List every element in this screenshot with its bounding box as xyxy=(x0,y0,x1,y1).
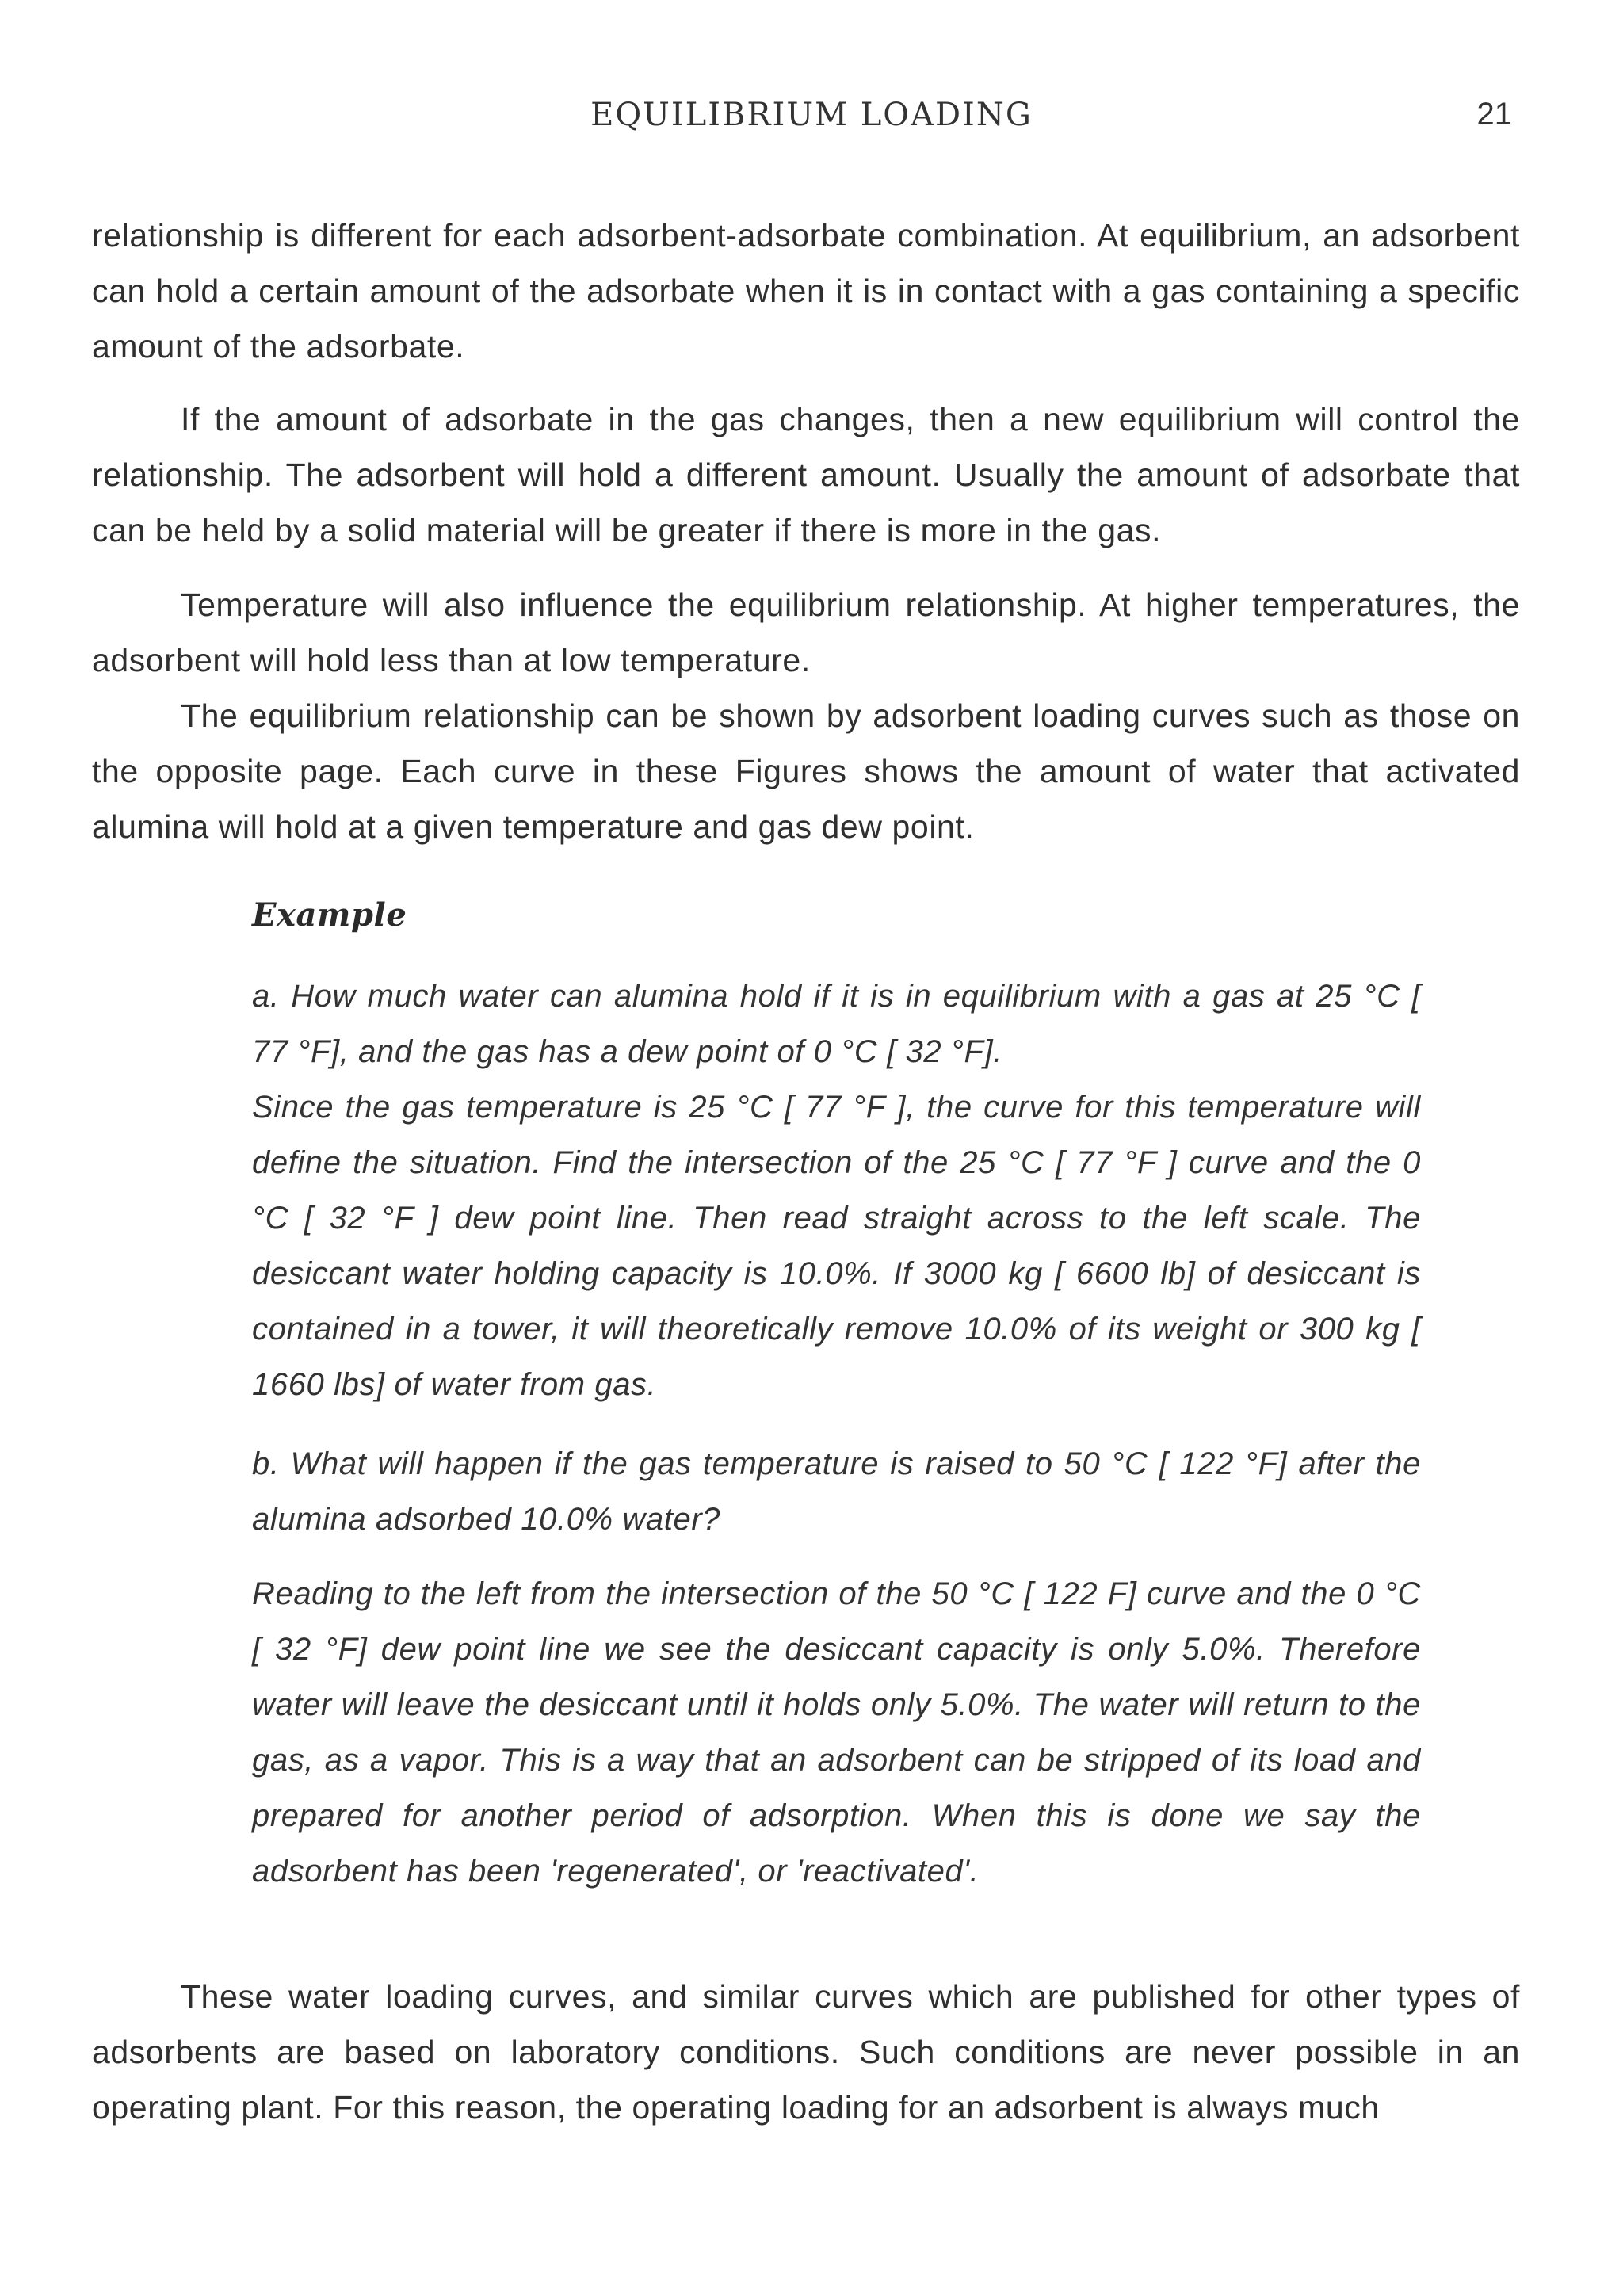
example-question-b: b. What will happen if the gas temperature is raised to 50 °C [ 122 °F] after the alumina adsorbed 10.0% water? xyxy=(252,1446,1421,1537)
running-title: EQUILIBRIUM LOADING xyxy=(590,97,1033,133)
example-heading: Example xyxy=(252,896,407,934)
paragraph-2: If the amount of adsorbate in the gas changes, then a new equilibrium will control the relationship. The adsorbent will hold a different amount. Usually the amount of adsorbate that can be held by a solid material will be greater if there is more in the gas. xyxy=(92,401,1520,548)
running-header xyxy=(0,97,1623,144)
example-answer-b: Reading to the left from the intersection of the 50 °C [ 122 F] curve and the 0 °C [ 32 °F] dew point line we see the desiccant capacity is only 5.0%. Therefore water will leave the desiccant until it holds only 5.0%. The water will return to the gas, as a vapor. This is a way that an adsorbent can be stripped of its load and prepared for another period of adsorption. When this is done we say the adsorbent has been 'regenerated', or 'reactivated'. xyxy=(252,1576,1421,1889)
example-answer-a: Since the gas temperature is 25 °C [ 77 °F ], the curve for this temperature will define the situation. Find the intersection of the 25 °C [ 77 °F ] curve and the 0 °C [ 32 °F ] dew point line. Then read straight across to the left scale. The desiccant water holding capacity is 10.0%. If 3000 kg [ 6600 lb] of desiccant is contained in a tower, it will theoretically remove 10.0% of its weight or 300 kg [ 1660 lbs] of water from gas. xyxy=(252,1090,1421,1402)
paragraph-3: Temperature will also influence the equilibrium relationship. At higher temperatures, the adsorbent will hold less than at low temperature. xyxy=(92,586,1520,678)
paragraph-1: relationship is different for each adsorbent-adsorbate combination. At equilibrium, an adsorbent can hold a certain amount of the adsorbate when it is in contact with a gas containing a specific amount of the adsorbate. xyxy=(92,217,1520,365)
example-heading-block xyxy=(252,888,1421,943)
paragraph-5: These water loading curves, and similar curves which are published for other types of adsorbents are based on laboratory conditions. Such conditions are never possible in an operating plant. For this reason, the operating loading for an adsorbent is always much xyxy=(92,1978,1520,2126)
page-number: 21 xyxy=(1476,97,1512,132)
paragraph-4: The equilibrium relationship can be shown by adsorbent loading curves such as those on the opposite page. Each curve in these Figures shows the amount of water that activated alumina will hold at a given temperature and gas dew point. xyxy=(92,697,1520,845)
example-question-a: a. How much water can alumina hold if it is in equilibrium with a gas at 25 °C [ 77 °F], and the gas has a dew point of 0 °C [ 32 °F]. xyxy=(252,979,1421,1069)
